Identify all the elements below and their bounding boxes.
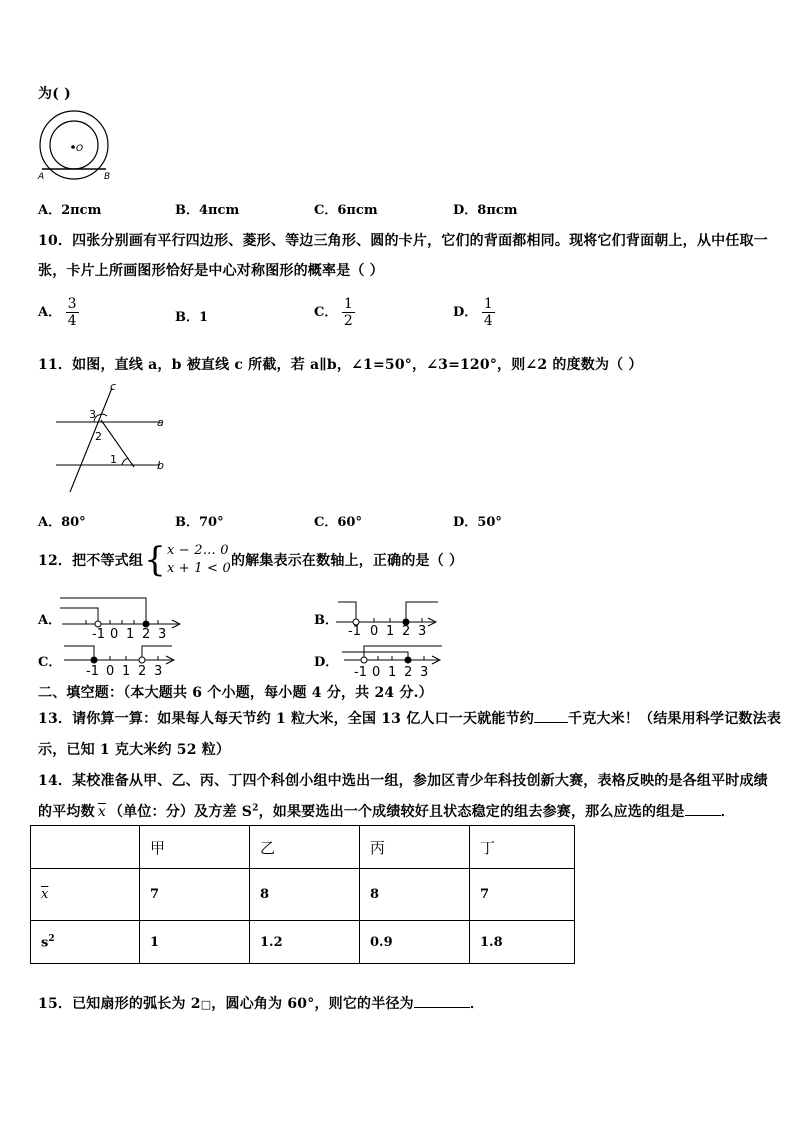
q10-stem-line2: 张，卡片上所画图形恰好是中心对称图形的概率是（ ）: [38, 263, 384, 279]
q11-label-c: c: [110, 380, 117, 393]
q14-score-table: [30, 825, 575, 964]
q10-stem-line1: 10．四张分别画有平行四边形、菱形、等边三角形、圆的卡片，它们的背面都相同。现将它们背面朝上，从中任取一: [38, 233, 768, 249]
q11-option-a: A．80°: [38, 515, 86, 530]
table-cell: 1.8: [470, 921, 575, 964]
tick-label: 1: [386, 624, 395, 638]
q12-option-b-number-line: [334, 596, 446, 638]
q13-stem-line2: 示，已知 1 克大米约 52 粒）: [38, 742, 231, 758]
q12-prefix: 12．把不等式组: [38, 553, 144, 569]
table-cell: 7: [140, 869, 250, 921]
table-cell: [31, 826, 140, 869]
q11-label-3: 3: [89, 408, 96, 421]
q11-label-a: a: [157, 416, 164, 429]
tick-label: 0: [110, 627, 119, 640]
table-cell: 7: [470, 869, 575, 921]
q10-option-a: A． $\frac{3}{4}$: [38, 296, 77, 329]
q9-stem-tail: 为( ): [38, 86, 71, 102]
q10-option-c: C． $\frac{1}{2}$: [314, 296, 353, 329]
answer-blank: [414, 1007, 470, 1008]
tick-label: -1: [354, 665, 367, 680]
table-cell: $s^2$: [31, 921, 140, 964]
q12-option-c-label: C．: [38, 655, 62, 670]
tick-label: 3: [420, 665, 429, 680]
table-cell: $\overline{x}$: [31, 869, 140, 921]
tick-label: -1: [348, 624, 361, 638]
q10-option-d: D． $\frac{1}{4}$: [453, 296, 493, 329]
q9-option-d: D．8πcm: [453, 203, 518, 218]
table-row: [31, 921, 575, 964]
q11-option-c: C．60°: [314, 515, 362, 530]
tick-label: 2: [404, 665, 413, 680]
q9-option-b: B．4πcm: [175, 203, 240, 218]
tick-label: 2: [138, 664, 147, 679]
fraction: $\frac{1}{4}$: [483, 296, 493, 329]
q9-concentric-circles-figure: [34, 107, 118, 183]
tick-label: 2: [142, 627, 151, 640]
fraction: $\frac{1}{2}$: [343, 296, 353, 329]
q15-stem: 15．已知扇形的弧长为 2□，圆心角为 60°，则它的半径为 ．: [38, 996, 485, 1012]
table-cell: 乙: [250, 826, 360, 869]
tick-label: 3: [158, 627, 167, 640]
table-header-row: [31, 826, 575, 869]
tick-label: 1: [388, 665, 397, 680]
tick-label: 1: [126, 627, 135, 640]
q12-option-d-number-line: [342, 642, 446, 682]
tick-label: 0: [372, 665, 381, 680]
tick-label: 1: [122, 664, 131, 679]
q13-stem-line1: 13．请你算一算：如果每人每天节约 1 粒大米，全国 13 亿人口一天就能节约 千克大米！（结果用科学记数法表: [38, 711, 782, 727]
q12-inequality-system: x − 2… 0 x + 1 < 0: [166, 543, 231, 576]
q14-stem-line2: 的平均数 $\overline{x}$ （单位：分）及方差 $S^2$，如果要选出一个成绩较好且状态稳定的组去参赛，那么应选的组是 ．: [38, 803, 735, 820]
q11-stem: 11．如图，直线 a，b 被直线 c 所截，若 a∥b，∠1=50°，∠3=120°，则∠2 的度数为（ ）: [38, 357, 643, 373]
table-cell: 1: [140, 921, 250, 964]
q12-option-a-number-line: [60, 594, 190, 640]
q12-option-d-label: D．: [314, 655, 339, 670]
q11-label-2: 2: [95, 430, 102, 443]
q9-option-a: A．2πcm: [38, 203, 102, 218]
table-cell: 1.2: [250, 921, 360, 964]
q12-suffix: 的解集表示在数轴上，正确的是（ ）: [230, 553, 464, 569]
table-cell: 0.9: [360, 921, 470, 964]
brace: {: [144, 540, 166, 580]
q10-option-b: B．1: [175, 310, 209, 325]
answer-blank: [534, 722, 568, 723]
table-cell: 丙: [360, 826, 470, 869]
q9-label-a: A: [38, 172, 45, 182]
q12-option-c-number-line: [60, 640, 182, 680]
q11-parallel-lines-figure: [54, 380, 170, 496]
tick-label: -1: [86, 664, 99, 679]
table-cell: 8: [360, 869, 470, 921]
q9-label-o: O: [76, 144, 84, 154]
section-title-fill-in: 二、填空题：（本大题共 6 个小题，每小题 4 分，共 24 分.）: [38, 685, 433, 701]
q12-option-a-label: A．: [38, 613, 62, 628]
tick-label: 3: [418, 624, 427, 638]
q11-label-b: b: [157, 459, 164, 472]
tick-label: 3: [154, 664, 163, 679]
table-row: [31, 869, 575, 921]
answer-blank: [685, 815, 721, 816]
q12-stem: [38, 540, 463, 580]
table-cell: 丁: [470, 826, 575, 869]
tick-label: -1: [92, 627, 105, 640]
table-cell: 甲: [140, 826, 250, 869]
tick-label: 0: [370, 624, 379, 638]
q11-label-1: 1: [110, 453, 117, 466]
q9-label-b: B: [104, 172, 111, 182]
tick-label: 2: [402, 624, 411, 638]
q11-option-b: B．70°: [175, 515, 224, 530]
q9-option-c: C．6πcm: [314, 203, 378, 218]
q14-stem-line1: 14．某校准备从甲、乙、丙、丁四个科创小组中选出一组，参加区青少年科技创新大赛，表格反映的是各组平时成绩: [38, 773, 768, 789]
q11-option-d: D．50°: [453, 515, 502, 530]
q12-option-b-label: B．: [314, 613, 338, 628]
table-cell: 8: [250, 869, 360, 921]
fraction: $\frac{3}{4}$: [67, 296, 77, 329]
tick-label: 0: [106, 664, 115, 679]
